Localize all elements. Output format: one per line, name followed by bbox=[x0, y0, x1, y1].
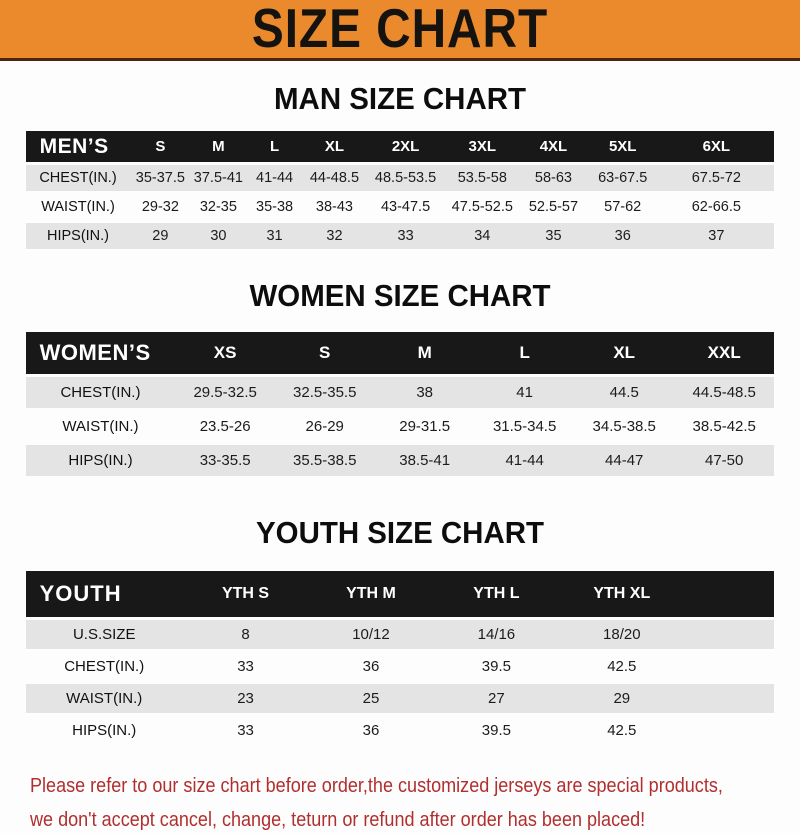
youth-size-table bbox=[26, 568, 775, 748]
size-value-cell: 35 bbox=[520, 223, 587, 249]
size-column-header: YTH L bbox=[434, 571, 559, 617]
size-value-cell: 48.5-53.5 bbox=[366, 165, 445, 191]
row-label: WAIST(IN.) bbox=[26, 684, 183, 713]
youth-size-chart-section bbox=[0, 515, 800, 748]
size-value-cell: 44.5-48.5 bbox=[674, 377, 774, 408]
disclaimer-line-2: we don't accept cancel, change, teturn or refund after order has been placed! bbox=[30, 807, 646, 831]
spacer-cell bbox=[685, 652, 775, 681]
men-size-chart-section bbox=[0, 81, 800, 252]
size-value-cell: 38 bbox=[375, 377, 475, 408]
table-row bbox=[26, 684, 775, 713]
size-column-header: 2XL bbox=[366, 131, 445, 162]
size-value-cell: 25 bbox=[308, 684, 433, 713]
row-label: CHEST(IN.) bbox=[26, 165, 131, 191]
size-column-header: S bbox=[130, 131, 190, 162]
table-row bbox=[26, 716, 775, 745]
table-row bbox=[26, 165, 775, 191]
size-value-cell: 33-35.5 bbox=[175, 445, 275, 476]
row-label: HIPS(IN.) bbox=[26, 716, 183, 745]
header-row bbox=[26, 332, 775, 374]
size-value-cell: 44-47 bbox=[574, 445, 674, 476]
size-value-cell: 26-29 bbox=[275, 411, 375, 442]
row-label: CHEST(IN.) bbox=[26, 377, 176, 408]
size-column-header: XS bbox=[175, 332, 275, 374]
size-value-cell: 37 bbox=[658, 223, 774, 249]
size-value-cell: 67.5-72 bbox=[658, 165, 774, 191]
spacer-cell bbox=[685, 571, 775, 617]
size-value-cell: 38-43 bbox=[303, 194, 367, 220]
row-label: CHEST(IN.) bbox=[26, 652, 183, 681]
size-column-header: YTH S bbox=[183, 571, 308, 617]
header-row bbox=[26, 131, 775, 162]
size-column-header: L bbox=[475, 332, 575, 374]
size-value-cell: 47.5-52.5 bbox=[445, 194, 520, 220]
size-column-header: YTH M bbox=[308, 571, 433, 617]
size-value-cell: 14/16 bbox=[434, 620, 559, 649]
table-row bbox=[26, 445, 775, 476]
size-column-header: XXL bbox=[674, 332, 774, 374]
size-value-cell: 33 bbox=[183, 716, 308, 745]
size-value-cell: 35-38 bbox=[246, 194, 302, 220]
size-value-cell: 32.5-35.5 bbox=[275, 377, 375, 408]
row-label: WAIST(IN.) bbox=[26, 194, 131, 220]
size-value-cell: 23 bbox=[183, 684, 308, 713]
size-column-header: 4XL bbox=[520, 131, 587, 162]
size-value-cell: 35-37.5 bbox=[130, 165, 190, 191]
spacer-cell bbox=[685, 684, 775, 713]
size-value-cell: 10/12 bbox=[308, 620, 433, 649]
section-title-women: WOMEN SIZE CHART bbox=[249, 278, 551, 313]
size-column-header: 6XL bbox=[658, 131, 774, 162]
size-value-cell: 8 bbox=[183, 620, 308, 649]
size-value-cell: 31.5-34.5 bbox=[475, 411, 575, 442]
size-value-cell: 36 bbox=[308, 716, 433, 745]
size-column-header: 5XL bbox=[587, 131, 658, 162]
size-column-header: M bbox=[190, 131, 246, 162]
size-value-cell: 33 bbox=[183, 652, 308, 681]
size-value-cell: 29.5-32.5 bbox=[175, 377, 275, 408]
size-value-cell: 23.5-26 bbox=[175, 411, 275, 442]
size-value-cell: 41-44 bbox=[475, 445, 575, 476]
row-label: HIPS(IN.) bbox=[26, 445, 176, 476]
size-value-cell: 39.5 bbox=[434, 652, 559, 681]
size-value-cell: 42.5 bbox=[559, 652, 684, 681]
table-row bbox=[26, 411, 775, 442]
size-value-cell: 27 bbox=[434, 684, 559, 713]
size-value-cell: 38.5-41 bbox=[375, 445, 475, 476]
row-label: WAIST(IN.) bbox=[26, 411, 176, 442]
size-value-cell: 42.5 bbox=[559, 716, 684, 745]
size-column-header: L bbox=[246, 131, 302, 162]
table-row bbox=[26, 223, 775, 249]
size-value-cell: 39.5 bbox=[434, 716, 559, 745]
header-row bbox=[26, 571, 775, 617]
size-value-cell: 32 bbox=[303, 223, 367, 249]
size-value-cell: 43-47.5 bbox=[366, 194, 445, 220]
table-row bbox=[26, 377, 775, 408]
spacer-cell bbox=[685, 620, 775, 649]
women-size-table bbox=[26, 329, 775, 479]
size-column-header: 3XL bbox=[445, 131, 520, 162]
size-column-header: S bbox=[275, 332, 375, 374]
size-value-cell: 33 bbox=[366, 223, 445, 249]
section-title-youth: YOUTH SIZE CHART bbox=[256, 515, 544, 550]
size-value-cell: 29 bbox=[130, 223, 190, 249]
size-value-cell: 44.5 bbox=[574, 377, 674, 408]
men-corner-header: MEN’S bbox=[26, 131, 131, 162]
size-chart-banner bbox=[0, 0, 800, 61]
size-value-cell: 29-31.5 bbox=[375, 411, 475, 442]
size-value-cell: 18/20 bbox=[559, 620, 684, 649]
size-value-cell: 36 bbox=[308, 652, 433, 681]
size-value-cell: 41-44 bbox=[246, 165, 302, 191]
spacer-cell bbox=[685, 716, 775, 745]
size-chart-sections bbox=[0, 81, 800, 748]
row-label: HIPS(IN.) bbox=[26, 223, 131, 249]
size-value-cell: 62-66.5 bbox=[658, 194, 774, 220]
size-value-cell: 53.5-58 bbox=[445, 165, 520, 191]
youth-corner-header: YOUTH bbox=[26, 571, 183, 617]
men-size-table bbox=[26, 128, 775, 252]
row-label: U.S.SIZE bbox=[26, 620, 183, 649]
size-value-cell: 41 bbox=[475, 377, 575, 408]
size-value-cell: 34.5-38.5 bbox=[574, 411, 674, 442]
size-value-cell: 29-32 bbox=[130, 194, 190, 220]
size-column-header: M bbox=[375, 332, 475, 374]
size-value-cell: 57-62 bbox=[587, 194, 658, 220]
table-row bbox=[26, 194, 775, 220]
size-value-cell: 32-35 bbox=[190, 194, 246, 220]
women-size-chart-section bbox=[0, 278, 800, 479]
disclaimer-line-1: Please refer to our size chart before order,the customized jerseys are special products, bbox=[30, 774, 723, 797]
size-column-header: XL bbox=[574, 332, 674, 374]
size-value-cell: 36 bbox=[587, 223, 658, 249]
size-value-cell: 38.5-42.5 bbox=[674, 411, 774, 442]
size-value-cell: 52.5-57 bbox=[520, 194, 587, 220]
size-value-cell: 31 bbox=[246, 223, 302, 249]
size-value-cell: 44-48.5 bbox=[303, 165, 367, 191]
table-row bbox=[26, 652, 775, 681]
table-row bbox=[26, 620, 775, 649]
section-title-men: MAN SIZE CHART bbox=[274, 81, 526, 116]
size-value-cell: 58-63 bbox=[520, 165, 587, 191]
size-value-cell: 29 bbox=[559, 684, 684, 713]
size-column-header: YTH XL bbox=[559, 571, 684, 617]
disclaimer-note bbox=[30, 773, 800, 833]
size-value-cell: 34 bbox=[445, 223, 520, 249]
size-value-cell: 30 bbox=[190, 223, 246, 249]
page-title: SIZE CHART bbox=[251, 0, 549, 60]
size-value-cell: 47-50 bbox=[674, 445, 774, 476]
women-corner-header: WOMEN’S bbox=[26, 332, 176, 374]
size-column-header: XL bbox=[303, 131, 367, 162]
size-value-cell: 37.5-41 bbox=[190, 165, 246, 191]
size-value-cell: 35.5-38.5 bbox=[275, 445, 375, 476]
size-value-cell: 63-67.5 bbox=[587, 165, 658, 191]
